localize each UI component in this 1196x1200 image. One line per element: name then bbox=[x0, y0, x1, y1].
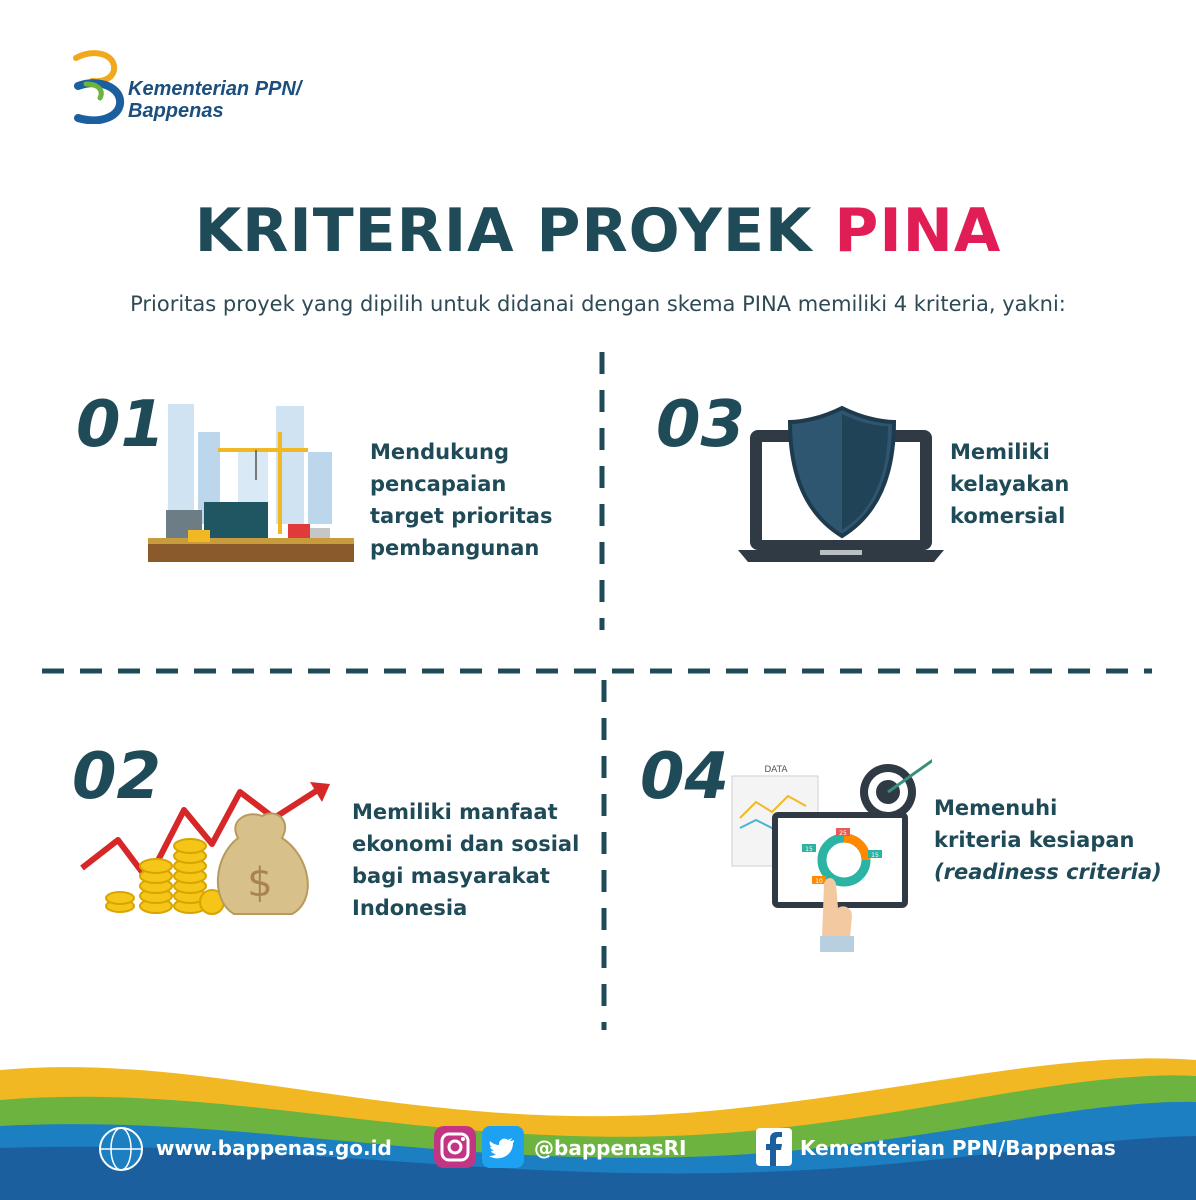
footer-website-link[interactable]: www.bappenas.go.id bbox=[156, 1136, 392, 1160]
twitter-icon[interactable] bbox=[482, 1126, 524, 1168]
chart-value-2: 15 bbox=[871, 852, 879, 859]
ministry-logo-text: Kementerian PPN/ Bappenas bbox=[128, 78, 302, 122]
criterion-number-02: 02 bbox=[72, 740, 162, 814]
criterion-text-04-italic: (readiness criteria) bbox=[934, 860, 1162, 884]
footer-wave-background bbox=[0, 1030, 1196, 1200]
criterion-number-03: 03 bbox=[656, 388, 746, 462]
chart-value-4: 10 bbox=[815, 878, 823, 885]
criterion-text-04-line-1: Memenuhi bbox=[934, 796, 1058, 820]
chart-value-1: 25 bbox=[839, 830, 847, 837]
construction-city-icon bbox=[148, 392, 354, 572]
data-sheet-label: DATA bbox=[764, 765, 788, 775]
facebook-icon[interactable] bbox=[756, 1128, 792, 1166]
globe-icon bbox=[98, 1126, 144, 1172]
money-growth-icon bbox=[78, 780, 338, 928]
criterion-text-03: Memiliki kelayakan komersial bbox=[950, 440, 1070, 528]
footer-social-handle[interactable]: @bappenasRI bbox=[534, 1136, 687, 1160]
title-accent: PINA bbox=[834, 196, 1002, 266]
chart-value-3: 15 bbox=[805, 846, 813, 853]
instagram-icon[interactable] bbox=[434, 1126, 476, 1168]
page-subtitle: Prioritas proyek yang dipilih untuk didanai dengan skema PINA memiliki 4 kriteria, yakni: bbox=[130, 292, 1066, 316]
criterion-text-02: Memiliki manfaat ekonomi dan sosial bagi masyarakat Indonesia bbox=[352, 800, 580, 920]
data-target-tablet-icon bbox=[726, 758, 932, 958]
criterion-number-01: 01 bbox=[76, 388, 166, 462]
criterion-text-04-line-2: kriteria kesiapan bbox=[934, 828, 1135, 852]
page-title: KRITERIA PROYEK PINA bbox=[194, 196, 1002, 266]
criterion-text-01: Mendukung pencapaian target prioritas pembangunan bbox=[370, 440, 553, 560]
criterion-number-04: 04 bbox=[640, 740, 730, 814]
money-bag-dollar-sign: $ bbox=[247, 860, 273, 906]
footer-facebook-name[interactable]: Kementerian PPN/Bappenas bbox=[800, 1136, 1116, 1160]
criterion-text-04 bbox=[934, 792, 1162, 888]
laptop-shield-icon bbox=[738, 404, 948, 564]
